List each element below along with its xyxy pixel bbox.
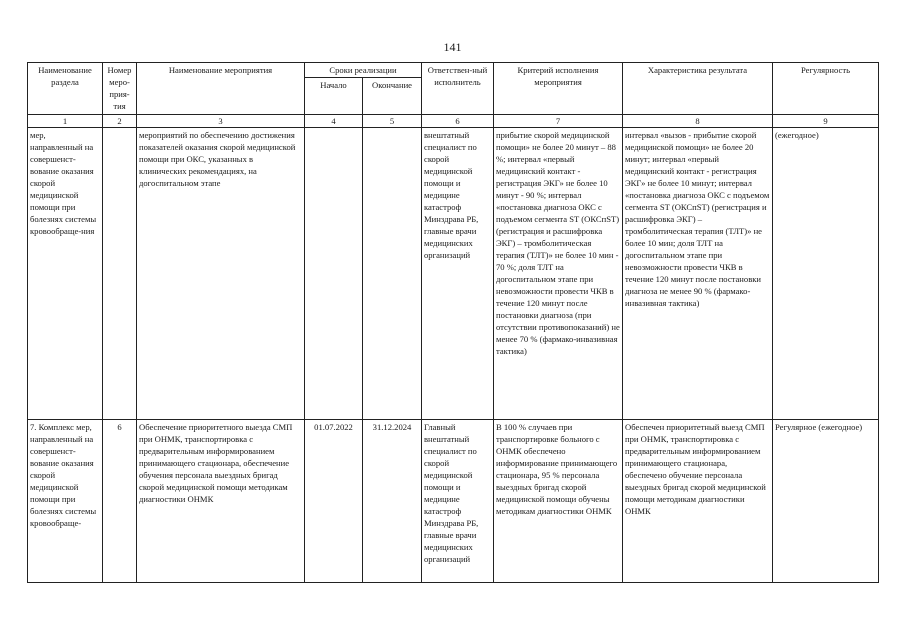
column-number: 3 <box>137 115 305 128</box>
executor-cell: Главный внештатный специалист по скорой медицинской помощи и медицине катастроф Минздрава РБ, главные врачи медицинских организаций <box>422 420 494 583</box>
header-measure: Наименование мероприятия <box>137 63 305 115</box>
section-cell: 7. Комплекс мер, направленный на совершенст-вование оказания скорой медицинской помощи при болезнях системы кровообраще- <box>28 420 103 583</box>
header-criterion: Критерий исполнения мероприятия <box>494 63 623 115</box>
result-cell: интервал «вызов - прибытие скорой медицинской помощи» не более 20 минут; интервал «первый медицинский контакт - регистрация ЭКГ» не более 10 минут; интервал «постановка диагноза ОКС с подъемом сегмента ST (ОКСпST) (регистрация и расшифровка ЭКГ) – тромболитическая терапия (ТЛТ)» не более 10 мин; доля ТЛТ на догоспитальном этапе при невозможности провести ЧКВ в течение 120 минут после постановки диагноза не менее 90 % (фармако-инвазивная тактика) <box>623 128 773 420</box>
header-section: Наименование раздела <box>28 63 103 115</box>
header-terms: Сроки реализации <box>305 63 422 78</box>
measure-cell: мероприятий по обеспечению достижения показателей оказания скорой медицинской помощи при ОКС, указанных в клинических рекомендациях, на догоспитальном этапе <box>137 128 305 420</box>
end-date-cell <box>363 128 422 420</box>
measure-cell: Обеспечение приоритетного выезда СМП при ОНМК, транспортировка с предварительным информированием принимающего стационара, обеспечение обучения персонала выездных бригад скорой медицинской помощи методикам диагностики ОНМК <box>137 420 305 583</box>
page-number: 141 <box>443 40 462 54</box>
header-executor: Ответствен-ный исполнитель <box>422 63 494 115</box>
column-number: 2 <box>103 115 137 128</box>
column-number: 4 <box>305 115 363 128</box>
start-date-cell <box>305 128 363 420</box>
start-date-cell: 01.07.2022 <box>305 420 363 583</box>
header-regularity: Регулярность <box>773 63 879 115</box>
number-cell <box>103 128 137 420</box>
activities-table <box>27 62 879 583</box>
column-numbers-row <box>28 115 879 128</box>
header-end: Окончание <box>363 78 422 115</box>
header-start: Начало <box>305 78 363 115</box>
header-row <box>28 63 879 78</box>
number-cell: 6 <box>103 420 137 583</box>
criterion-cell: прибытие скорой медицинской помощи» не более 20 минут – 88 %; интервал «первый медицинский контакт - регистрация ЭКГ» не более 10 минут - 90 %; интервал «постановка диагноза ОКС с подъемом сегмента ST (ОКСпST) (регистрация и расшифровка ЭКГ) – тромболитическая терапия (ТЛТ)» не более 10 мин - 70 %; доля ТЛТ на догоспитальном этапе при невозможности провести ЧКВ в течение 120 минут после постановки диагноза (при отсутствии противопоказаний) не менее 70 % (фармако-инвазивная тактика) <box>494 128 623 420</box>
column-number: 9 <box>773 115 879 128</box>
regularity-cell: Регулярное (ежегодное) <box>773 420 879 583</box>
end-date-cell: 31.12.2024 <box>363 420 422 583</box>
column-number: 6 <box>422 115 494 128</box>
column-number: 7 <box>494 115 623 128</box>
executor-cell: внештатный специалист по скорой медицинской помощи и медицине катастроф Минздрава РБ, главные врачи медицинских организаций <box>422 128 494 420</box>
section-cell: мер, направленный на совершенст-вование оказания скорой медицинской помощи при болезнях системы кровообраще-ния <box>28 128 103 420</box>
header-result: Характеристика результата <box>623 63 773 115</box>
criterion-cell: В 100 % случаев при транспортировке больного с ОНМК обеспечено информирование принимающего стационара, 95 % персонала выездных бригад скорой медицинской помощи обучены методикам диагностики ОНМК <box>494 420 623 583</box>
table-row <box>28 128 879 420</box>
regularity-cell: (ежегодное) <box>773 128 879 420</box>
header-number: Номер меро-прия-тия <box>103 63 137 115</box>
table-row <box>28 420 879 583</box>
column-number: 8 <box>623 115 773 128</box>
result-cell: Обеспечен приоритетный выезд СМП при ОНМК, транспортировка с предварительным информированием принимающего стационара, обеспечено обучение персонала выездных бригад скорой медицинской помощи методикам диагностики ОНМК <box>623 420 773 583</box>
column-number: 1 <box>28 115 103 128</box>
column-number: 5 <box>363 115 422 128</box>
